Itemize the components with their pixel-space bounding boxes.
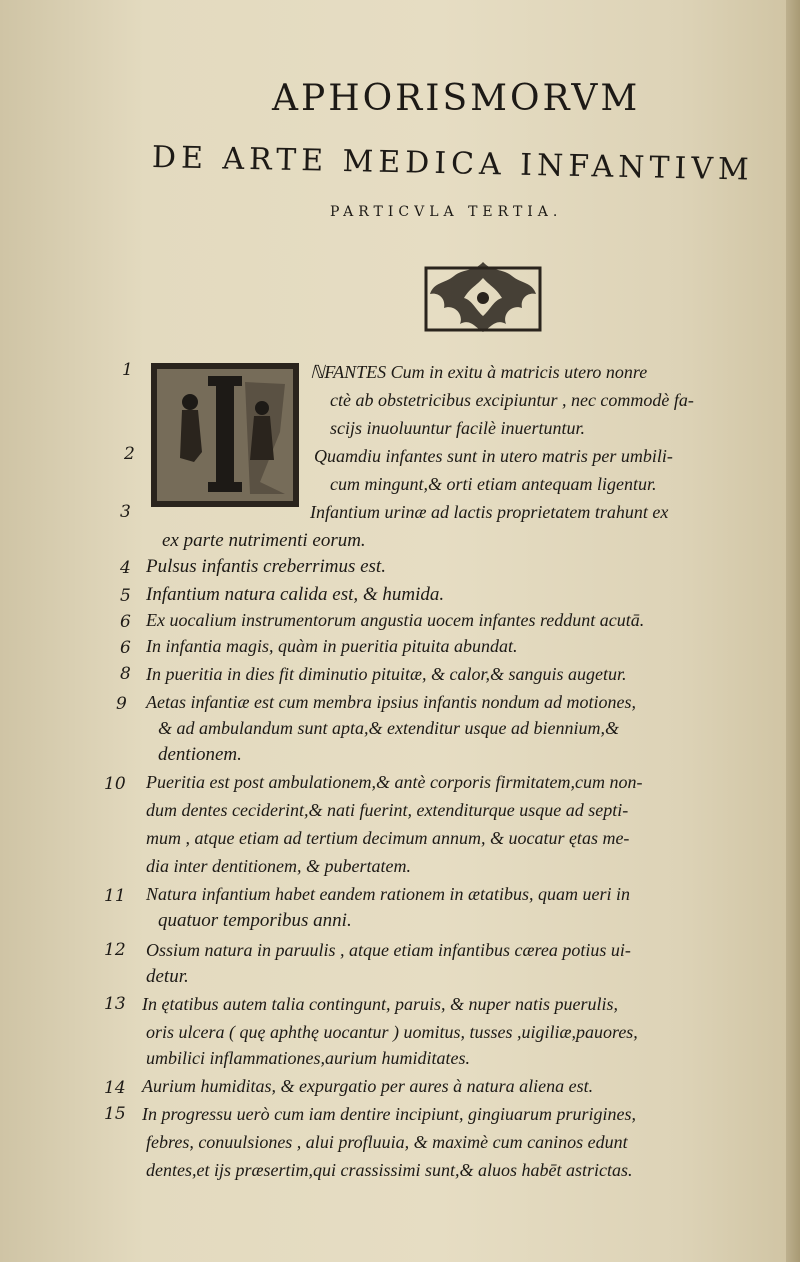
aphorism-number: 4: [120, 558, 131, 578]
page-title: APHORISMORVM: [272, 78, 641, 119]
text-line: ex parte nutrimenti eorum.: [162, 530, 366, 551]
text-line: dentes,et ijs præsertim,qui crassissimi sunt,& aluos habēt astrictas.: [146, 1160, 633, 1180]
text-line: quatuor temporibus anni.: [158, 910, 352, 931]
page-subtitle: DE ARTE MEDICA INFANTIVM: [151, 140, 755, 188]
text-line: oris ulcera ( quę aphthę uocantur ) uomitus, tusses ,uigiliæ,pauores,: [146, 1022, 638, 1042]
text-line: Pueritia est post ambulationem,& antè corporis firmitatem,cum non-: [146, 772, 643, 792]
text-line: Infantium natura calida est, & humida.: [146, 584, 445, 605]
aphorism-number: 14: [104, 1078, 126, 1098]
text-line: Aurium humiditas, & expurgatio per aures à natura aliena est.: [142, 1076, 594, 1096]
aphorism-number: 8: [120, 664, 131, 684]
aphorism-number: 3: [120, 502, 131, 522]
text-line: In progressu uerò cum iam dentire incipiunt, gingiuarum prurigines,: [142, 1104, 636, 1124]
aphorism-number: 9: [116, 694, 127, 714]
woodcut-initial: [150, 362, 300, 508]
text-line: Ossium natura in paruulis , atque etiam infantibus cærea potius ui-: [146, 940, 631, 960]
aphorism-number: 10: [104, 774, 126, 794]
text-line: In pueritia in dies fit diminutio pituitæ, & calor,& sanguis augetur.: [146, 664, 627, 684]
aphorism-number: 12: [104, 940, 126, 960]
text-line: detur.: [146, 966, 189, 987]
text-line: dentionem.: [158, 744, 242, 765]
text-line: scijs inuoluuntur facilè inuertuntur.: [330, 418, 585, 438]
text-line: umbilici inflammationes,aurium humiditates.: [146, 1048, 470, 1068]
printers-ornament: [424, 258, 542, 336]
section-heading: PARTICVLA TERTIA.: [330, 204, 563, 220]
aphorism-number: 6: [120, 638, 131, 658]
page-edge: [786, 0, 800, 1262]
text-line: febres, conuulsiones , alui profluuia, & maximè cum caninos edunt: [146, 1132, 628, 1152]
text-line: mum , atque etiam ad tertium decimum annum, & uocatur ętas me-: [146, 828, 630, 848]
aphorism-number: 15: [104, 1104, 126, 1124]
aphorism-number: 2: [124, 444, 135, 464]
text-line: ctè ab obstetricibus excipiuntur , nec commodè fa-: [330, 390, 694, 410]
text-line: Aetas infantiæ est cum membra ipsius infantis nondum ad motiones,: [146, 692, 636, 712]
text-line: Pulsus infantis creberrimus est.: [146, 556, 386, 577]
aphorism-number: 6: [120, 612, 131, 632]
text-line: Natura infantium habet eandem rationem in ætatibus, quam ueri in: [146, 884, 630, 904]
text-line: dum dentes ceciderint,& nati fuerint, extenditurque usque ad septi-: [146, 800, 629, 820]
initial-letter-graphic: [150, 362, 300, 508]
text-line: Ex uocalium instrumentorum angustia uocem infantes reddunt acutā.: [146, 610, 645, 630]
aphorism-number: 1: [122, 360, 133, 380]
text-line: & ad ambulandum sunt apta,& extenditur usque ad biennium,&: [158, 718, 619, 738]
aphorism-number: 13: [104, 994, 126, 1014]
text-line: In ętatibus autem talia contingunt, paruis, & nuper natis puerulis,: [142, 994, 618, 1014]
aphorism-number: 5: [120, 586, 131, 606]
text-line: Infantium urinæ ad lactis proprietatem trahunt ex: [310, 502, 669, 522]
text-line: dia inter dentitionem, & pubertatem.: [146, 856, 411, 876]
text-line: ℕFANTES Cum in exitu à matricis utero nonre: [310, 362, 648, 382]
text-line: Quamdiu infantes sunt in utero matris per umbili-: [314, 446, 673, 466]
text-line: cum mingunt,& orti etiam antequam ligentur.: [330, 474, 657, 494]
text-line: In infantia magis, quàm in pueritia pituita abundat.: [146, 636, 518, 656]
aphorism-number: 11: [104, 886, 126, 906]
